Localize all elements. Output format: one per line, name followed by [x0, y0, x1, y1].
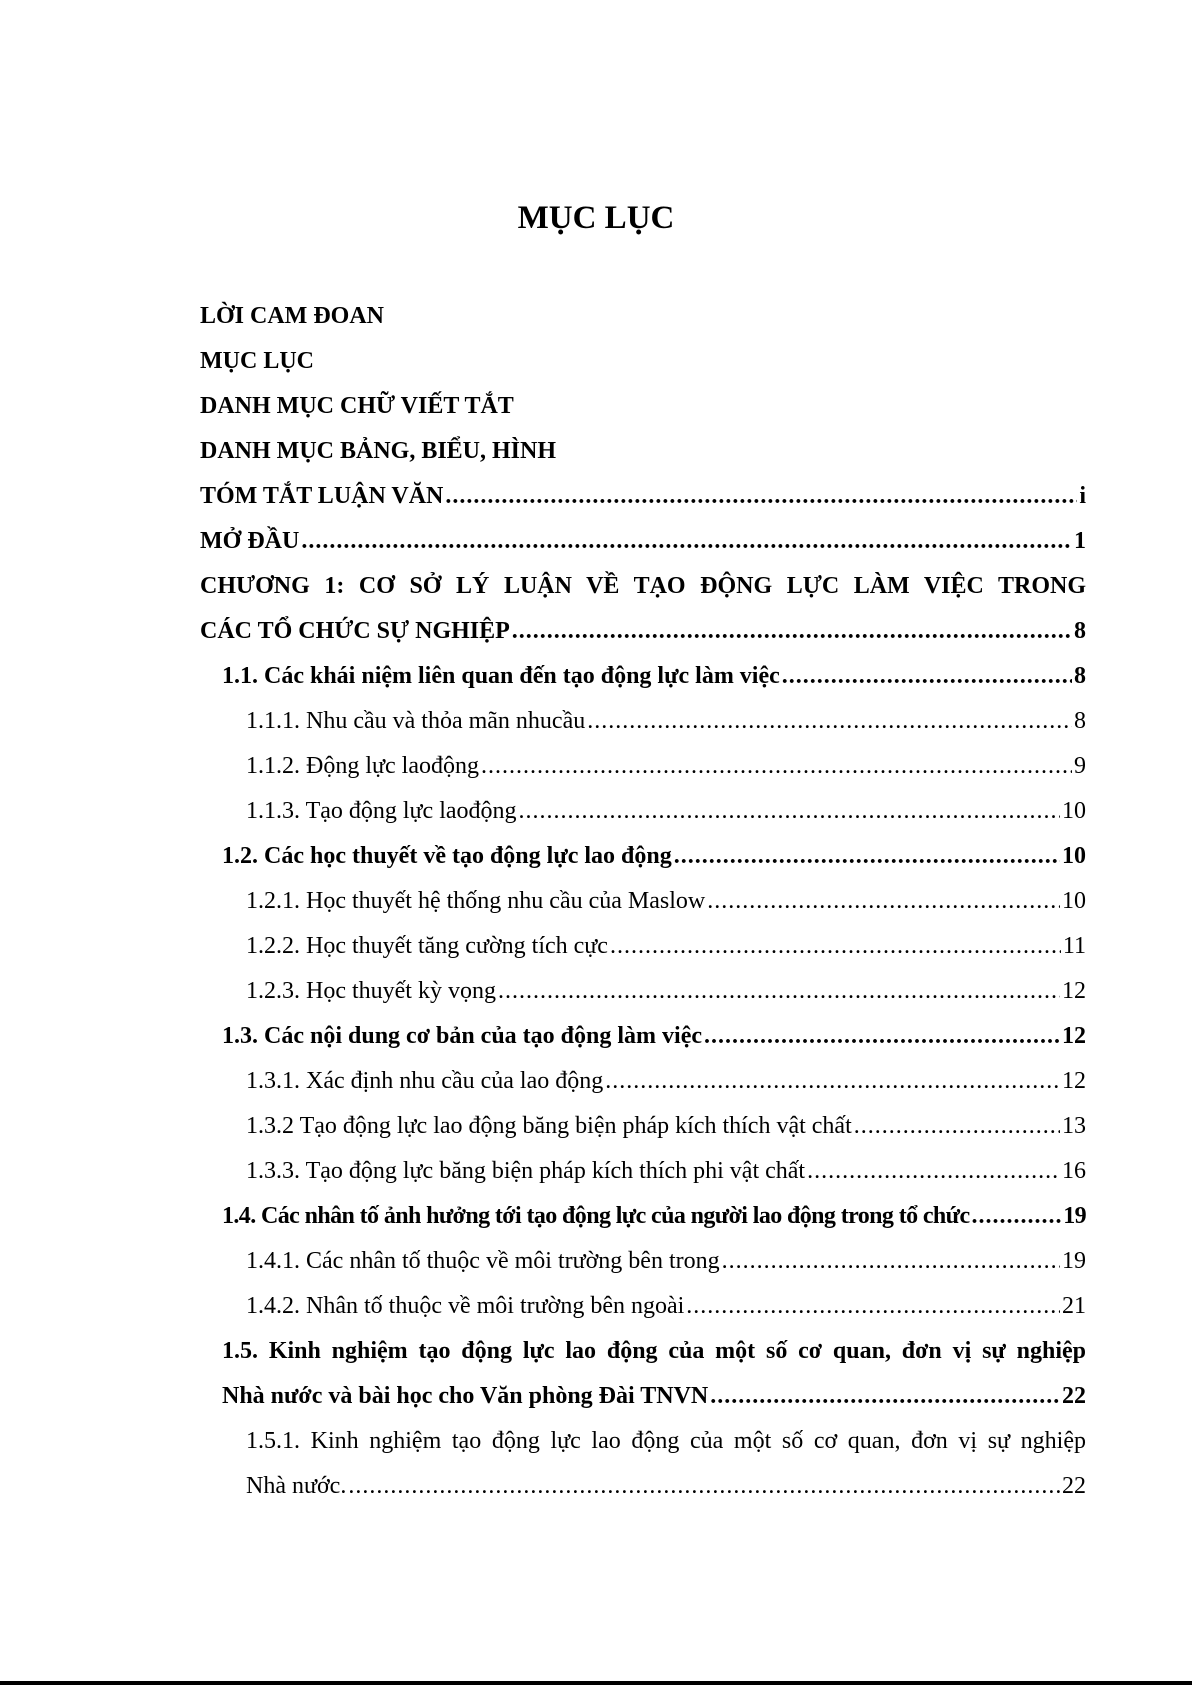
page-number: 12 — [1062, 1023, 1086, 1049]
toc-entry-chuong-1: CHƯƠNG 1: CƠ SỞ LÝ LUẬN VỀ TẠO ĐỘNG LỰC LÀM VIỆC TRONG — [200, 573, 1086, 599]
toc-entry-1-3: 1.3. Các nội dung cơ bản của tạo động làm việc ..... 12 — [200, 1014, 1086, 1059]
toc-entry-1-4-1: 1.4.1. Các nhân tố thuộc về môi trường bên trong ..... 19 — [200, 1239, 1086, 1284]
toc-entry-loi-cam-doan: LỜI CAM ĐOAN — [200, 303, 384, 329]
page-number: 19 — [1063, 1203, 1086, 1229]
toc-entry-1-5: 1.5. Kinh nghiệm tạo động lực lao động của một số cơ quan, đơn vị sự nghiệp — [222, 1338, 1086, 1364]
toc-entry-1-1: 1.1. Các khái niệm liên quan đến tạo động lực làm việc ..... 8 — [200, 654, 1086, 699]
page-number: 22 — [1062, 1473, 1086, 1499]
page-number: 16 — [1062, 1158, 1086, 1184]
toc-title: MỤC LỤC — [517, 200, 675, 236]
page-number: 1 — [1074, 528, 1086, 554]
toc-entry-chuong-1-cont: CÁC TỔ CHỨC SỰ NGHIỆP ..... 8 — [200, 609, 1086, 654]
page-number: 19 — [1062, 1248, 1086, 1274]
page-bottom-border — [0, 1681, 1192, 1685]
toc-entry-1-2-2: 1.2.2. Học thuyết tăng cường tích cực ..... 11 — [200, 924, 1086, 969]
page-number: 8 — [1074, 663, 1086, 689]
page-number: 10 — [1062, 843, 1086, 869]
page-number: 22 — [1062, 1383, 1086, 1409]
page-number: 10 — [1062, 798, 1086, 824]
toc-entry-1-5-1: 1.5.1. Kinh nghiệm tạo động lực lao động của một số cơ quan, đơn vị sự nghiệp — [246, 1428, 1086, 1454]
toc-entry-1-5-cont: Nhà nước và bài học cho Văn phòng Đài TNVN ..... 22 — [200, 1374, 1086, 1419]
toc-entry-1-2-3: 1.2.3. Học thuyết kỳ vọng ..... 12 — [200, 969, 1086, 1014]
toc-entry-1-3-1: 1.3.1. Xác định nhu cầu của lao động ..... 12 — [200, 1059, 1086, 1104]
toc-entry-tom-tat-luan-van: TÓM TẮT LUẬN VĂN ..... i — [200, 474, 1086, 519]
page-number: 10 — [1062, 888, 1086, 914]
toc-entry-muc-luc: MỤC LỤC — [200, 348, 314, 374]
toc-entry-1-4: 1.4. Các nhân tố ảnh hưởng tới tạo động lực của người lao động trong tổ chức ..... 19 — [200, 1194, 1086, 1239]
page-number: i — [1079, 483, 1086, 509]
page-number: 8 — [1074, 708, 1086, 734]
toc-entry-1-2-1: 1.2.1. Học thuyết hệ thống nhu cầu của Maslow ..... 10 — [200, 879, 1086, 924]
table-of-contents — [200, 294, 1086, 1509]
toc-entry-1-1-1: 1.1.1. Nhu cầu và thỏa mãn nhucầu ..... 8 — [200, 699, 1086, 744]
toc-entry-danh-muc-bang-bieu-hinh: DANH MỤC BẢNG, BIỂU, HÌNH — [200, 438, 557, 464]
toc-entry-1-3-2: 1.3.2 Tạo động lực lao động băng biện pháp kích thích vật chất ..... 13 — [200, 1104, 1086, 1149]
page-number: 13 — [1062, 1113, 1086, 1139]
page-number: 9 — [1074, 753, 1086, 779]
page-number: 21 — [1062, 1293, 1086, 1319]
toc-entry-1-1-2: 1.1.2. Động lực laođộng ..... 9 — [200, 744, 1086, 789]
toc-entry-danh-muc-chu-viet-tat: DANH MỤC CHỮ VIẾT TẮT — [200, 393, 514, 419]
page-number: 8 — [1074, 618, 1086, 644]
toc-entry-1-5-1-cont: Nhà nước. ..... 22 — [200, 1464, 1086, 1509]
page-number: 12 — [1062, 978, 1086, 1004]
page-number: 11 — [1062, 933, 1086, 959]
toc-entry-1-3-3: 1.3.3. Tạo động lực băng biện pháp kích thích phi vật chất ..... 16 — [200, 1149, 1086, 1194]
page-number: 12 — [1062, 1068, 1086, 1094]
toc-entry-1-1-3: 1.1.3. Tạo động lực laođộng ..... 10 — [200, 789, 1086, 834]
toc-entry-1-2: 1.2. Các học thuyết về tạo động lực lao động ..... 10 — [200, 834, 1086, 879]
toc-entry-mo-dau: MỞ ĐẦU ..... 1 — [200, 519, 1086, 564]
toc-entry-1-4-2: 1.4.2. Nhân tố thuộc về môi trường bên ngoài ..... 21 — [200, 1284, 1086, 1329]
